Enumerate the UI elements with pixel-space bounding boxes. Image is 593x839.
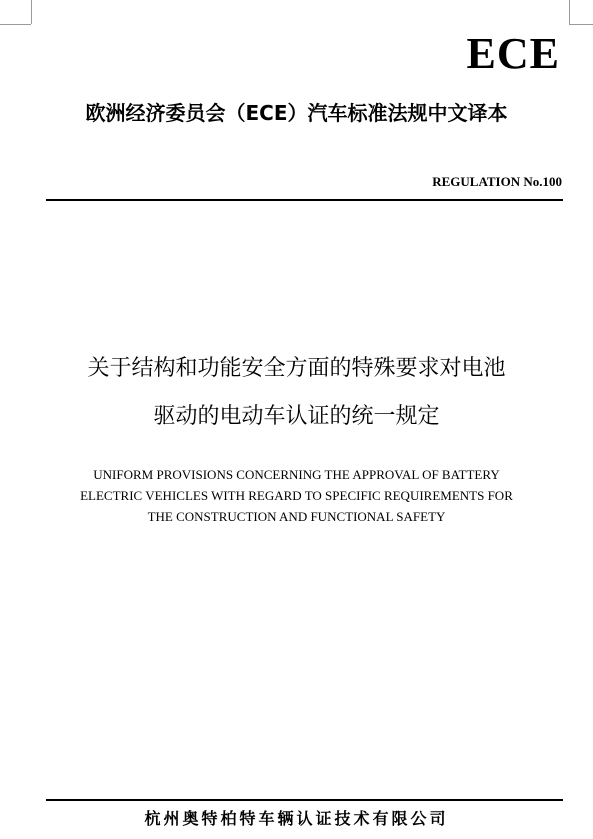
crop-mark-top-left-horizontal — [0, 24, 31, 25]
document-series-title: 欧洲经济委员会（ECE）汽车标准法规中文译本 — [85, 101, 508, 125]
english-title-line-3: THE CONSTRUCTION AND FUNCTIONAL SAFETY — [147, 509, 446, 524]
english-title — [0, 464, 593, 527]
footer-divider — [46, 799, 563, 801]
english-title-line-2: ELECTRIC VEHICLES WITH REGARD TO SPECIFIC REQUIREMENTS FOR — [80, 488, 513, 503]
regulation-number: REGULATION No.100 — [432, 174, 562, 189]
chinese-title-line-2: 驱动的电动车认证的统一规定 — [153, 404, 440, 429]
crop-mark-top-left-vertical — [31, 0, 32, 24]
crop-mark-top-right-horizontal — [569, 24, 593, 25]
chinese-title-line-1: 关于结构和功能安全方面的特殊要求对电池 — [87, 356, 506, 381]
english-title-line-1: UNIFORM PROVISIONS CONCERNING THE APPROVAL OF BATTERY — [93, 467, 500, 482]
crop-mark-top-right-vertical — [569, 0, 570, 24]
footer-company-name: 杭州奥特柏特车辆认证技术有限公司 — [144, 809, 449, 828]
header-divider — [46, 199, 563, 201]
ece-logo: ECE — [466, 29, 560, 78]
